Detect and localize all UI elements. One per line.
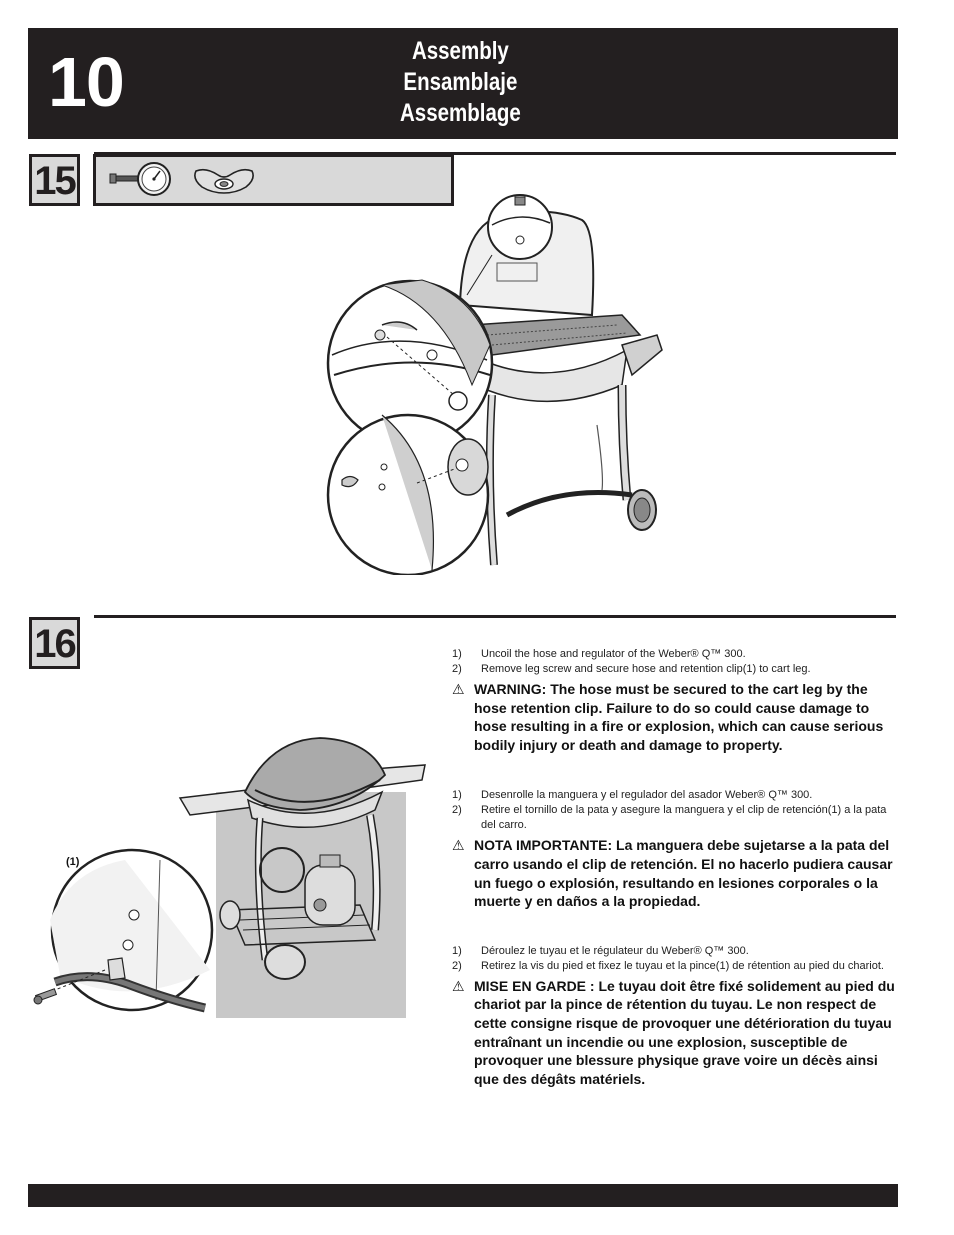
callout-label: (1) bbox=[66, 856, 80, 868]
page-number: 10 bbox=[48, 43, 124, 121]
title-french: Assemblage bbox=[400, 99, 521, 127]
leg-screw-icon bbox=[34, 989, 56, 1004]
instructions-spanish bbox=[452, 788, 897, 910]
step-item: 1) Desenrolle la manguera y el regulador del asador Weber® Q™ 300. bbox=[452, 789, 813, 802]
grill-body bbox=[472, 315, 662, 401]
section-title bbox=[400, 36, 521, 129]
step-item: 1) Déroulez le tuyau et le régulateur du Weber® Q™ 300. bbox=[452, 944, 749, 957]
step-15-grill-illustration bbox=[322, 185, 667, 575]
steps-list bbox=[452, 788, 897, 833]
page-footer-bar bbox=[28, 1184, 898, 1207]
step-item: 2) Retirez la vis du pied et fixez le tuyau et la pince(1) de rétention au pied du chariot. bbox=[452, 959, 884, 972]
page-header bbox=[28, 28, 898, 139]
title-english: Assembly bbox=[411, 37, 509, 65]
step-item: 2) Retire el tornillo de la pata y asegure la manguera y el clip de retención(1) a la pata del carro. bbox=[452, 804, 887, 832]
warning: ⚠ WARNING: The hose must be secured to the cart leg by the hose retention clip. Failure to do so could cause damage to hose resulting in a fire or explosion, which can cause serious bodily injury or death and damage to property. bbox=[452, 681, 884, 753]
warning-icon: ⚠ bbox=[452, 837, 465, 854]
warning: ⚠ MISE EN GARDE : Le tuyau doit être fixé solidement au pied du chariot par la pince de rétention du tuyau. Le non respect de cette consigne risque de provoquer une détérioration du tuyau entraînant un incendie ou une explosion, susceptible de provoquer une blessure physique grave voire un décès ainsi que des dégâts matériels. bbox=[452, 977, 895, 1087]
step-16-number: 16 bbox=[29, 617, 80, 669]
warning: ⚠ NOTA IMPORTANTE: La manguera debe sujetarse a la pata del carro usando el clip de retención. El no hacerlo pudiera causar un fuego o explosión, resultando en lesiones corporales o la muerte y en daños a la propiedad. bbox=[452, 837, 893, 910]
step-16-rule bbox=[94, 615, 896, 618]
steps-list bbox=[452, 944, 897, 974]
step-item: 1) Uncoil the hose and regulator of the Weber® Q™ 300. bbox=[452, 648, 746, 660]
steps-list bbox=[452, 647, 897, 677]
warning-icon: ⚠ bbox=[452, 977, 465, 994]
thermometer-icon bbox=[110, 163, 170, 195]
warning-icon: ⚠ bbox=[452, 681, 465, 697]
detail-circle-leg-mount bbox=[328, 415, 488, 575]
instructions-french bbox=[452, 944, 897, 1089]
title-spanish: Ensamblaje bbox=[403, 68, 518, 96]
wing-nut-icon bbox=[195, 170, 253, 193]
detail-circle-hose-clip bbox=[34, 850, 212, 1010]
step-15-number: 15 bbox=[29, 154, 80, 206]
step-item: 2) Remove leg screw and secure hose and retention clip(1) to cart leg. bbox=[452, 663, 811, 675]
step-16-grill-illustration bbox=[30, 730, 430, 1030]
instructions-english bbox=[452, 647, 897, 754]
cart-frame bbox=[490, 385, 656, 565]
instructions bbox=[452, 647, 897, 1088]
